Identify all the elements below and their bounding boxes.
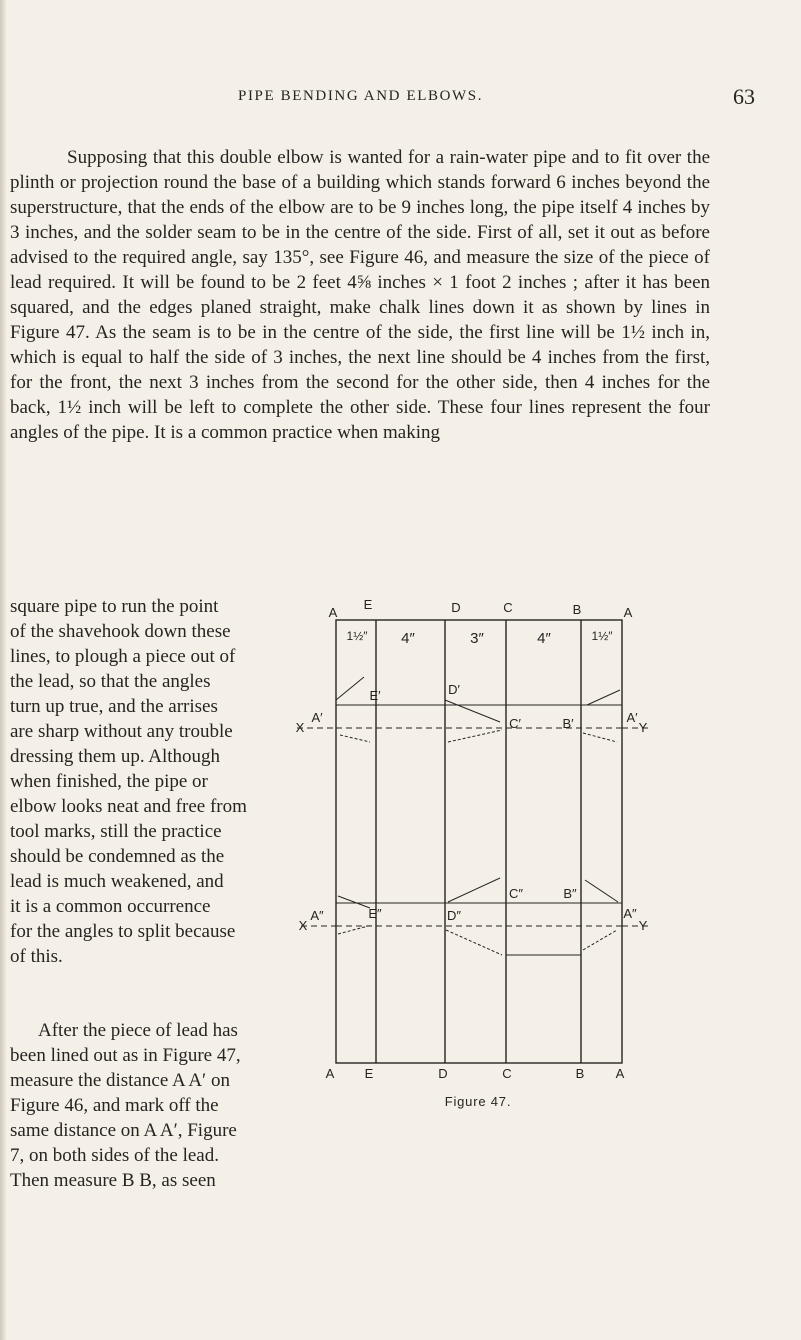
paragraph-1: Supposing that this double elbow is wanted for a rain-water pipe and to fit over the plinth or projection round the base of a building which stands forward 6 inches beyond the superstructure, that the ends of the elbow are to be 9 inches long, the pipe itself 4 inches by 3 inches, and the solder seam to be in the centre of the side. First of all, set it out as before advised to the required angle, say 135°, see Figure 46, and measure the size of the piece of lead required. It will be found to be 2 feet 4⅝ inches × 1 foot 2 inches ; after it has been squared, and the edges planed straight, make chalk lines down it as shown by lines in Figure 47. As the seam is to be in the centre of the side, the first line will be 1½ inch in, which is equal to half the side of 3 inches, the next line should be 4 inches from the first, for the front, the next 3 inches from the second for the other side, then 4 inches for the back, 1½ inch will be left to complete the other side. These four lines represent the four angles of the pipe. It is a common practice when making xyxy=(10,147,710,443)
text-line: it is a common occurrence xyxy=(10,896,211,917)
label-top: B xyxy=(572,602,582,617)
label-bottom: A xyxy=(325,1066,335,1081)
side-mark: X xyxy=(298,918,308,933)
text-line: dressing them up. Although xyxy=(10,746,221,767)
label-primed: C′ xyxy=(509,716,521,731)
figure-caption: Figure 47. xyxy=(444,1094,512,1109)
dimension-label: 1½″ xyxy=(591,629,613,643)
label-top: A xyxy=(623,605,633,620)
text-line: After the piece of lead has xyxy=(38,1020,238,1041)
label-bottom: D xyxy=(438,1066,448,1081)
label-bottom: A xyxy=(615,1066,625,1081)
lead-sheet-outline xyxy=(336,620,622,1063)
text-line: same distance on A A′, Figure xyxy=(10,1120,237,1141)
label-top: C xyxy=(503,600,513,615)
text-line: 7, on both sides of the lead. xyxy=(10,1145,219,1166)
text-line: the lead, so that the angles xyxy=(10,671,211,692)
dimension-label: 3″ xyxy=(470,630,484,647)
text-line: of the shavehook down these xyxy=(10,621,231,642)
label-primed: A′ xyxy=(311,710,323,725)
text-line: elbow looks neat and free from xyxy=(10,796,247,817)
text-line: lead is much weakened, and xyxy=(10,871,224,892)
running-head: PIPE BENDING AND ELBOWS. xyxy=(238,88,484,104)
label-primed: A′ xyxy=(626,710,638,725)
diagonal-mark xyxy=(448,878,500,902)
text-line: turn up true, and the arrises xyxy=(10,696,218,717)
diagonal-mark xyxy=(445,700,500,722)
label-top: D xyxy=(451,600,461,615)
label-double-primed: A″ xyxy=(310,908,324,923)
label-bottom: C xyxy=(502,1066,512,1081)
label-double-primed: D″ xyxy=(447,908,461,923)
diagonal-mark xyxy=(336,677,364,700)
text-line: should be condemned as the xyxy=(10,846,225,867)
diagonal-mark xyxy=(583,930,617,950)
diagonal-mark xyxy=(446,930,502,955)
label-top: A xyxy=(328,605,338,620)
label-top: E xyxy=(363,597,373,612)
text-line: of this. xyxy=(10,946,63,967)
diagonal-mark xyxy=(448,730,502,742)
dimension-label: 4″ xyxy=(401,630,415,647)
label-double-primed: A″ xyxy=(623,906,637,921)
text-line: been lined out as in Figure 47, xyxy=(10,1045,241,1066)
diagonal-mark xyxy=(340,735,370,742)
diagonal-mark xyxy=(338,896,370,908)
label-bottom: B xyxy=(575,1066,585,1081)
dimension-label: 1½″ xyxy=(346,629,368,643)
diagonal-mark xyxy=(587,690,620,705)
text-line: square pipe to run the point xyxy=(10,596,219,617)
text-line: are sharp without any trouble xyxy=(10,721,233,742)
page-number: 63 xyxy=(733,84,755,109)
label-primed: E′ xyxy=(369,688,381,703)
side-mark: X xyxy=(295,720,305,735)
text-line: measure the distance A A′ on xyxy=(10,1070,230,1091)
text-line: Then measure B B, as seen xyxy=(10,1170,216,1191)
label-primed: D′ xyxy=(448,682,460,697)
text-line: for the angles to split because xyxy=(10,921,236,942)
label-double-primed: E″ xyxy=(368,906,382,921)
dimension-label: 4″ xyxy=(537,630,551,647)
text-line: lines, to plough a piece out of xyxy=(10,646,236,667)
diagonal-mark xyxy=(583,733,617,742)
text-line: tool marks, still the practice xyxy=(10,821,222,842)
label-double-primed: C″ xyxy=(509,886,523,901)
side-mark: Y xyxy=(638,918,648,933)
label-double-primed: B″ xyxy=(563,886,577,901)
text-line: Figure 46, and mark off the xyxy=(10,1095,219,1116)
text-line: when finished, the pipe or xyxy=(10,771,208,792)
label-bottom: E xyxy=(364,1066,374,1081)
diagonal-mark xyxy=(585,880,618,902)
label-primed: B′ xyxy=(562,716,574,731)
side-mark: Y xyxy=(638,720,648,735)
